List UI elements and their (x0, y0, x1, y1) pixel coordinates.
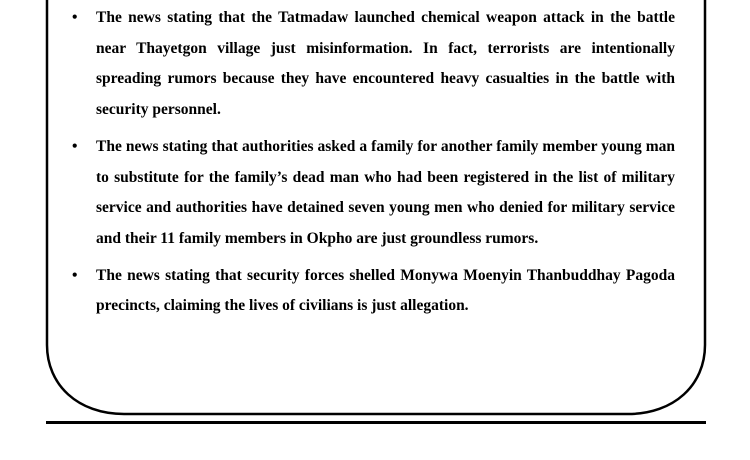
bullet-text: The news stating that authorities asked a family for another family member young man to substitute for the family’s dead man who had been registered in the list of military service and authorities have detained seven young men who denied for military service and their 11 family members in Okpho are just groundless rumors. (96, 137, 675, 247)
bullet-text: The news stating that the Tatmadaw launched chemical weapon attack in the battle near Thayetgon village just misinformation. In fact, terrorists are intentionally spreading rumors because they have encountered heavy casualties in the battle with security personnel. (96, 9, 675, 119)
bullet-marker: • (72, 9, 78, 26)
bullet-marker: • (72, 137, 78, 155)
bullet-item-chemical-weapon (72, 3, 675, 126)
bullet-item-military-service (72, 132, 675, 255)
news-bullet-list (72, 3, 675, 328)
bottom-horizontal-rule (46, 421, 706, 424)
bullet-item-pagoda-shelling (72, 261, 675, 322)
bullet-text: The news stating that security forces shelled Monywa Moenyin Thanbuddhay Pagoda precincts, claiming the lives of civilians is just allegation. (96, 266, 675, 315)
bullet-marker: • (72, 266, 78, 284)
